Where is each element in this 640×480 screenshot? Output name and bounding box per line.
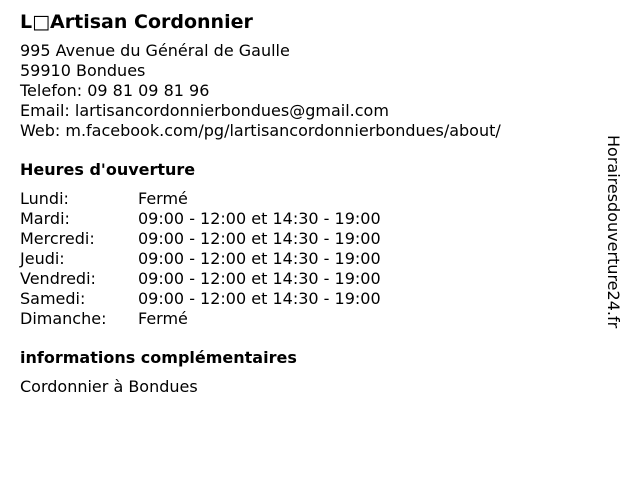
address-line-1: 995 Avenue du Général de Gaulle: [20, 41, 290, 60]
day-hours: 09:00 - 12:00 et 14:30 - 19:00: [138, 289, 381, 308]
extra-info-heading: informations complémentaires: [20, 348, 297, 367]
extra-info-text: Cordonnier à Bondues: [20, 377, 198, 396]
hours-row-sunday: [20, 309, 600, 329]
day-label: Lundi:: [20, 189, 69, 208]
hours-heading: Heures d'ouverture: [20, 160, 196, 179]
site-watermark: Horairesdouverture24.fr: [604, 135, 623, 329]
address-line-2: 59910 Bondues: [20, 61, 146, 80]
day-hours: 09:00 - 12:00 et 14:30 - 19:00: [138, 209, 381, 228]
day-hours: 09:00 - 12:00 et 14:30 - 19:00: [138, 229, 381, 248]
hours-row-thursday: [20, 249, 600, 269]
business-card: [20, 10, 600, 397]
day-label: Mardi:: [20, 209, 70, 228]
hours-row-tuesday: [20, 209, 600, 229]
phone-line: Telefon: 09 81 09 81 96: [20, 81, 210, 100]
day-label: Mercredi:: [20, 229, 95, 248]
hours-table: [20, 189, 600, 329]
day-label: Samedi:: [20, 289, 86, 308]
day-label: Vendredi:: [20, 269, 96, 288]
hours-row-wednesday: [20, 229, 600, 249]
business-name: L□Artisan Cordonnier: [20, 11, 253, 33]
hours-row-monday: [20, 189, 600, 209]
email-line: Email: lartisancordonnierbondues@gmail.com: [20, 101, 389, 120]
day-hours: Fermé: [138, 189, 188, 208]
hours-row-saturday: [20, 289, 600, 309]
day-hours: 09:00 - 12:00 et 14:30 - 19:00: [138, 269, 381, 288]
hours-row-friday: [20, 269, 600, 289]
day-hours: 09:00 - 12:00 et 14:30 - 19:00: [138, 249, 381, 268]
day-label: Jeudi:: [20, 249, 65, 268]
web-line: Web: m.facebook.com/pg/lartisancordonnierbondues/about/: [20, 121, 501, 140]
day-hours: Fermé: [138, 309, 188, 328]
day-label: Dimanche:: [20, 309, 107, 328]
